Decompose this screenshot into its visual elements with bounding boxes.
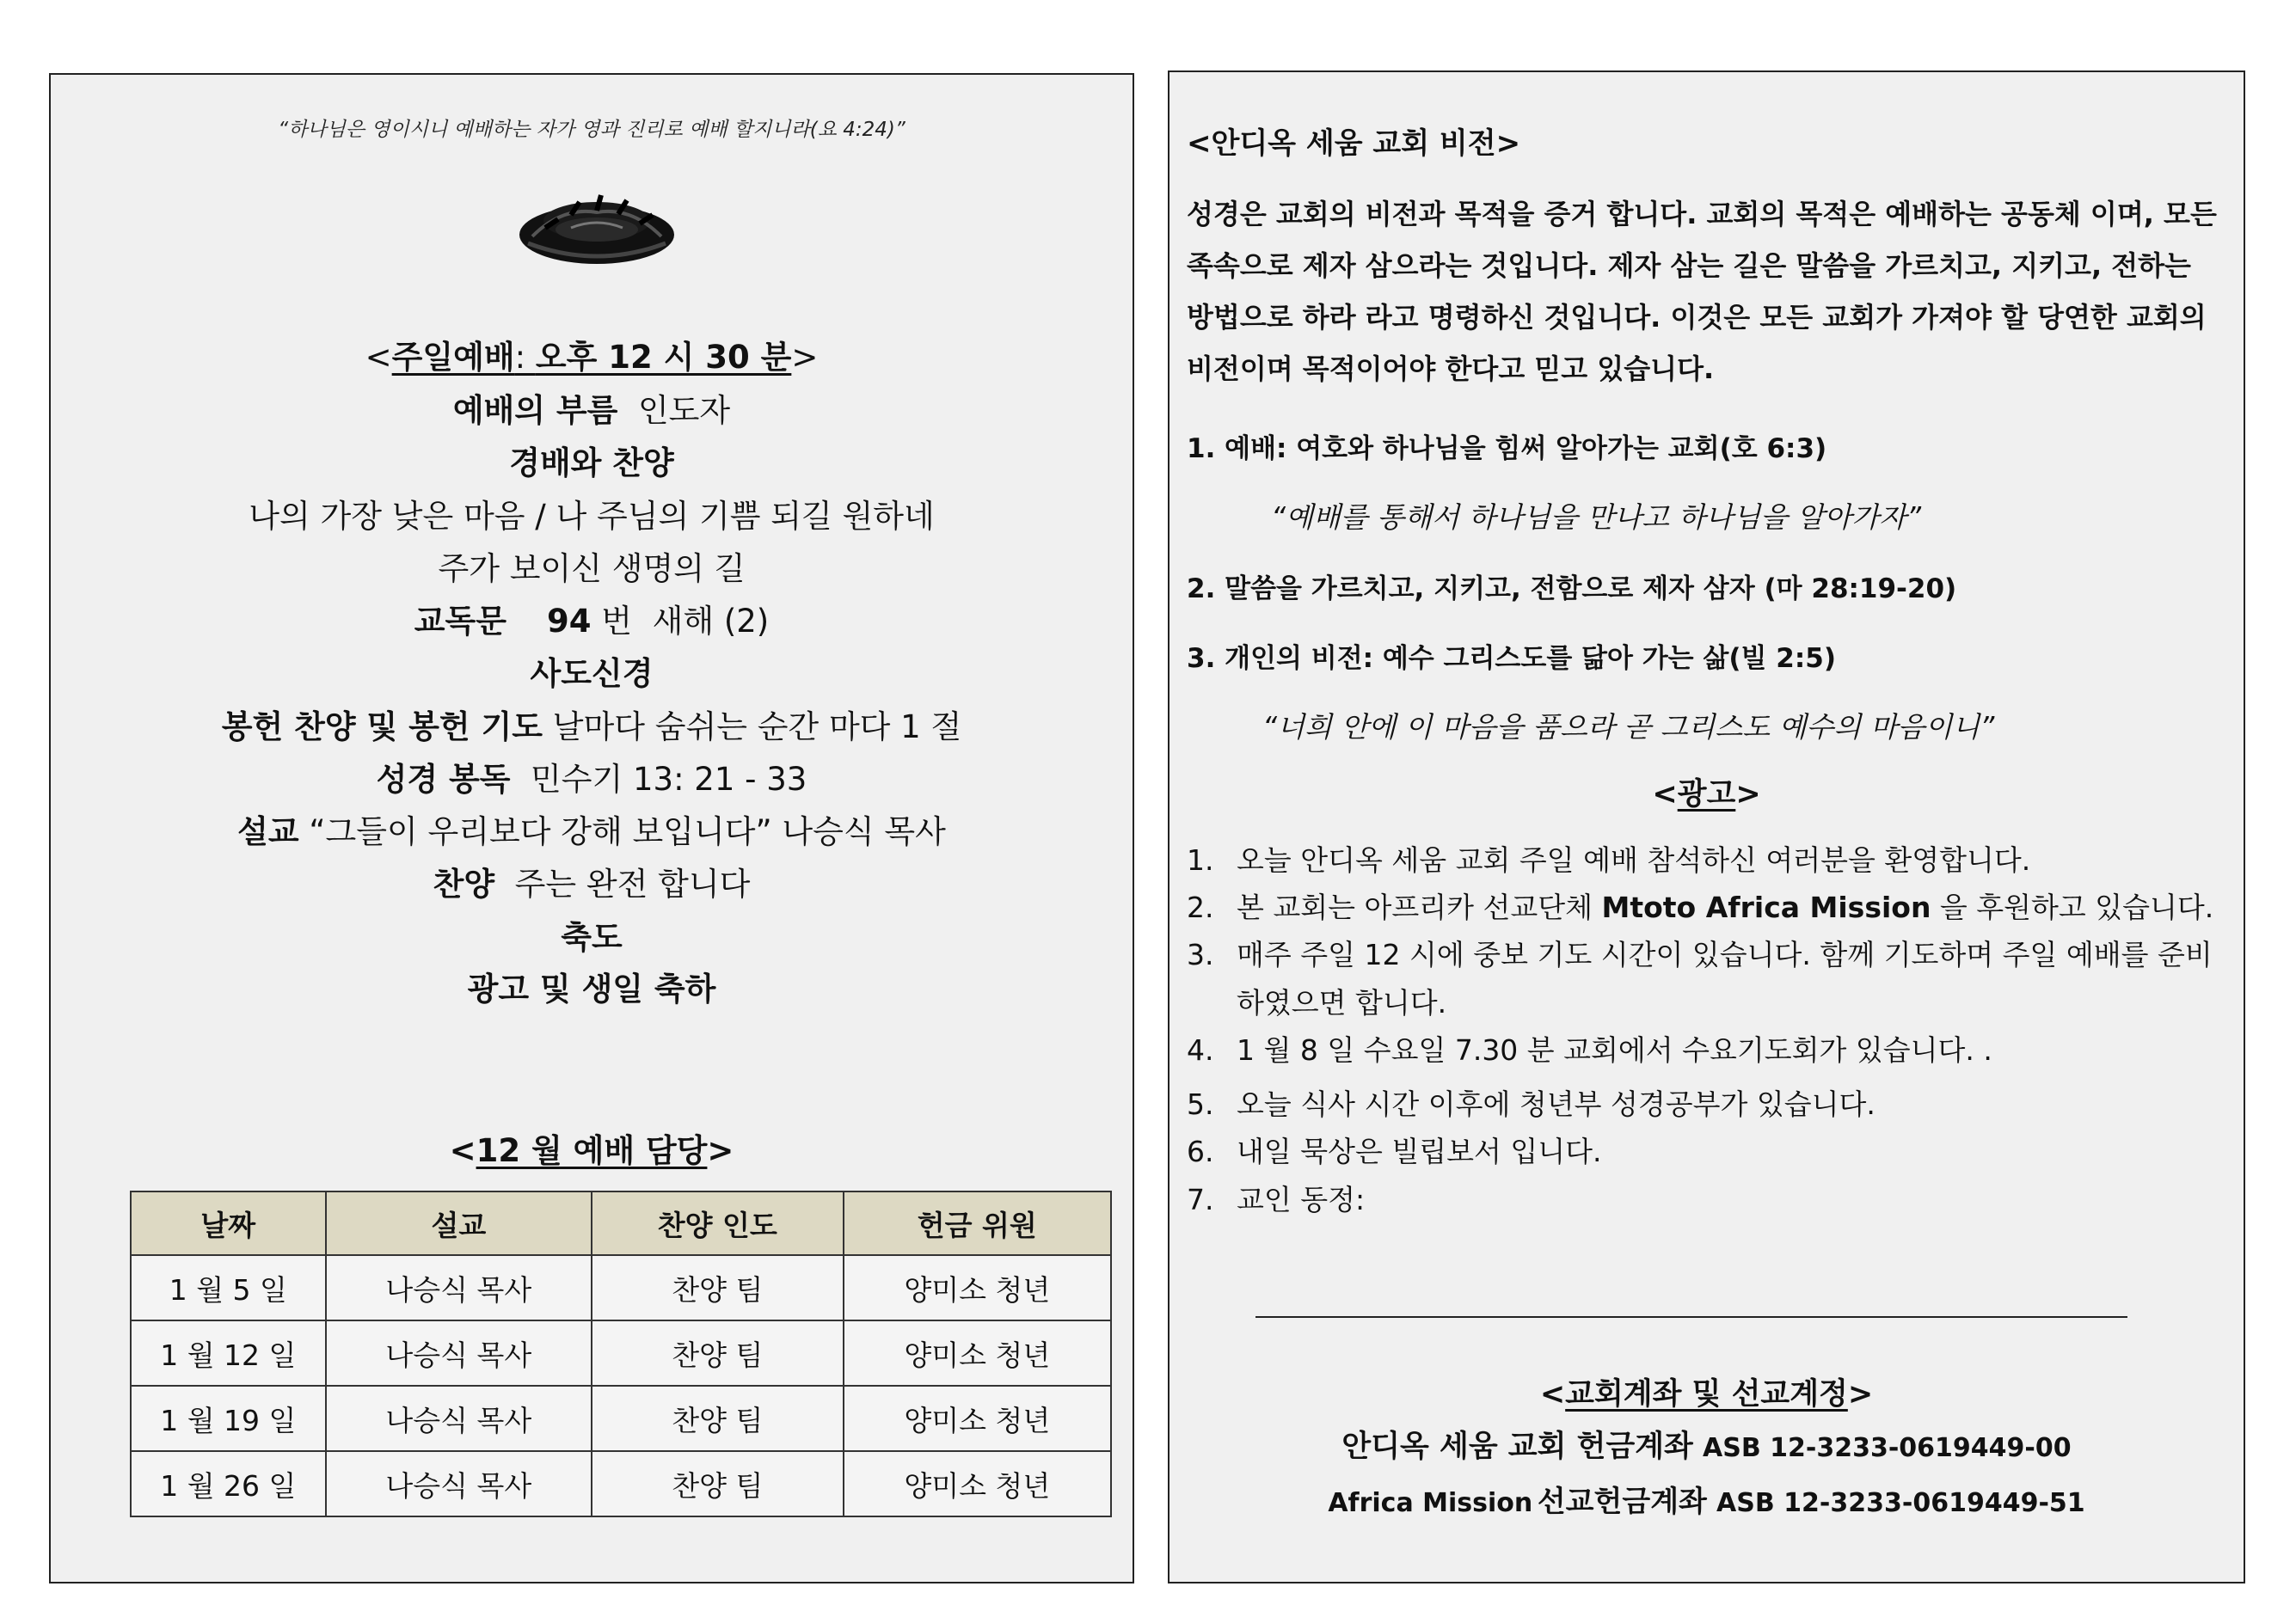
account-label: 안디옥 세움 교회 헌금계좌	[1341, 1430, 1693, 1464]
table-cell: 찬양 팀	[592, 1451, 843, 1516]
table-cell: 양미소 청년	[844, 1386, 1111, 1451]
order-value: 새해 (2)	[652, 603, 770, 640]
divider	[1255, 1316, 2127, 1318]
vision-quote-3: “너희 안에 이 마음을 품으라 곧 그리스도 예수의 마음이니”	[1262, 710, 1995, 744]
item-number: 7.	[1187, 1183, 1214, 1216]
table-cell: 1 월 26 일	[131, 1451, 326, 1516]
table-cell: 양미소 청년	[844, 1255, 1111, 1320]
benediction: 축도	[561, 919, 623, 956]
bracket: <	[365, 339, 392, 376]
table-cell: 1 월 12 일	[131, 1320, 326, 1386]
table-cell: 찬양 팀	[592, 1386, 843, 1451]
item-number: 6.	[1187, 1135, 1214, 1168]
sermon	[51, 812, 1133, 853]
item-text: 하였으면 합니다.	[1237, 986, 1447, 1020]
order-value: “그들이 우리보다 강해 보입니다” 나승식 목사	[309, 813, 946, 850]
account-label: Africa Mission	[1328, 1488, 1533, 1518]
vision-line: 방법으로 하라 라고 명령하신 것입니다. 이것은 모든 교회가 가져야 할 당연한 교회의	[1187, 301, 2207, 334]
announcements-birthdays: 광고 및 생일 축하	[467, 971, 716, 1008]
bracket: >	[1847, 1377, 1874, 1412]
church-account	[1169, 1423, 2244, 1466]
colon: :	[514, 339, 536, 376]
table-cell: 양미소 청년	[844, 1451, 1111, 1516]
mission-name: Mtoto Africa Mission	[1601, 891, 1931, 924]
item-number: 4.	[1187, 1033, 1214, 1067]
item-number: 5.	[1187, 1087, 1214, 1121]
order-label: 성경 봉독	[376, 761, 511, 798]
apostles-creed: 사도신경	[530, 655, 654, 692]
order-label: 교독문	[414, 603, 506, 640]
service-label: 주일예배	[391, 339, 515, 376]
item-text: 내일 묵상은 빌립보서 입니다.	[1237, 1135, 1602, 1168]
worship-order-panel	[49, 73, 1134, 1583]
announcement-item	[1187, 931, 2232, 1027]
order-label: 예배의 부름	[452, 392, 618, 429]
account-heading-label: 교회계좌 및 선교계정	[1565, 1377, 1848, 1412]
column-header: 헌금 위원	[844, 1191, 1111, 1255]
vision-line: 비전이며 목적이어야 한다고 믿고 있습니다.	[1187, 352, 1715, 385]
table-cell: 양미소 청년	[844, 1320, 1111, 1386]
table-row	[131, 1451, 1111, 1516]
vision-point-3: 3. 개인의 비전: 예수 그리스도를 닮아 가는 삶(빌 2:5)	[1187, 643, 1836, 674]
table-cell: 나승식 목사	[326, 1320, 592, 1386]
table-cell: 찬양 팀	[592, 1255, 843, 1320]
announcement-item	[1187, 1081, 2232, 1129]
offering	[51, 707, 1133, 748]
bracket: <	[1652, 777, 1678, 812]
item-text: 오늘 안디옥 세움 교회 주일 예배 참석하신 여러분을 환영합니다.	[1237, 843, 2031, 877]
praise-worship: 경배와 찬양	[509, 444, 674, 481]
bracket: >	[791, 339, 819, 376]
responsive-reading	[51, 601, 1133, 642]
announcement-item	[1187, 1026, 2232, 1075]
announcement-item	[1187, 836, 2232, 885]
duty-heading	[51, 1130, 1133, 1172]
bracket: >	[707, 1132, 734, 1169]
announcement-item	[1187, 1176, 2232, 1224]
order-value: 민수기 13: 21 - 33	[531, 761, 807, 798]
song-1: 나의 가장 낮은 마음 / 나 주님의 기쁨 되길 원하네	[249, 498, 935, 535]
account-number: ASB 12-3233-0619449-00	[1703, 1433, 2072, 1463]
table-cell: 나승식 목사	[326, 1451, 592, 1516]
announcements-heading	[1169, 770, 2244, 813]
vision-line: 성경은 교회의 비전과 목적을 증거 합니다. 교회의 목적은 예배하는 공동체 이며, 모든	[1187, 198, 2217, 230]
scripture-reading	[51, 759, 1133, 800]
item-number: 1.	[1187, 843, 1214, 877]
column-header: 날짜	[131, 1191, 326, 1255]
item-number: 3.	[1187, 938, 1214, 971]
table-cell: 나승식 목사	[326, 1386, 592, 1451]
table-header-row	[131, 1191, 1111, 1255]
announcement-item	[1187, 884, 2232, 932]
vision-point-2: 2. 말씀을 가르치고, 지키고, 전함으로 제자 삼자 (마 28:19-20)	[1187, 573, 1957, 604]
column-header: 찬양 인도	[592, 1191, 843, 1255]
vision-quote-1: “예배를 통해서 하나님을 만나고 하나님을 알아가자”	[1271, 500, 1922, 534]
order-label: 봉헌 찬양 및 봉헌 기도	[221, 708, 543, 745]
service-heading	[51, 337, 1133, 378]
item-text: 매주 주일 12 시에 중보 기도 시간이 있습니다. 함께 기도하며 주일 예배를 준비	[1237, 938, 2213, 971]
order-value: 날마다 숨쉬는 순간 마다 1 절	[552, 708, 962, 745]
song-2: 주가 보이신 생명의 길	[438, 550, 746, 587]
church-vision-panel	[1168, 70, 2245, 1583]
duty-heading-label: 12 월 예배 담당	[476, 1132, 708, 1169]
call-to-worship	[51, 390, 1133, 432]
table-cell: 1 월 5 일	[131, 1255, 326, 1320]
vision-point-1: 1. 예배: 여호와 하나님을 힘써 알아가는 교회(호 6:3)	[1187, 433, 1827, 464]
item-text	[1237, 891, 2213, 924]
table-cell: 찬양 팀	[592, 1320, 843, 1386]
announcement-item	[1187, 1128, 2232, 1176]
order-value: 인도자	[637, 392, 731, 429]
account-label: 선교헌금계좌	[1537, 1485, 1707, 1519]
bracket: <	[1539, 1377, 1566, 1412]
item-text-part: 을 후원하고 있습니다.	[1931, 891, 2214, 924]
account-heading	[1169, 1370, 2244, 1413]
table-row	[131, 1386, 1111, 1451]
scripture-verse: “하나님은 영이시니 예배하는 자가 영과 진리로 예배 할지니라(요 4:24)”	[278, 119, 906, 141]
order-value: 주는 완전 합니다	[514, 866, 751, 903]
announcements-heading-label: 광고	[1677, 777, 1736, 812]
table-cell: 1 월 19 일	[131, 1386, 326, 1451]
mission-account	[1169, 1478, 2244, 1520]
item-text: 오늘 식사 시간 이후에 청년부 성경공부가 있습니다.	[1237, 1087, 1875, 1121]
table-row	[131, 1320, 1111, 1386]
order-label: 설교	[237, 813, 299, 850]
table-row	[131, 1255, 1111, 1320]
hymn	[51, 864, 1133, 905]
column-header: 설교	[326, 1191, 592, 1255]
crown-of-thorns-icon	[511, 176, 683, 271]
account-number: ASB 12-3233-0619449-51	[1716, 1488, 2085, 1518]
item-text: 1 월 8 일 수요일 7.30 분 교회에서 수요기도회가 있습니다. .	[1237, 1033, 1992, 1067]
vision-line: 족속으로 제자 삼으라는 것입니다. 제자 삼는 길은 말씀을 가르치고, 지키고, 전하는	[1187, 249, 2191, 282]
bracket: >	[1735, 777, 1761, 812]
reading-number: 94	[547, 603, 592, 640]
reading-unit: 번	[601, 603, 633, 640]
duty-table	[130, 1191, 1112, 1517]
vision-title: <안디옥 세움 교회 비전>	[1187, 126, 1521, 161]
item-number: 2.	[1187, 891, 1214, 924]
order-label: 찬양	[433, 866, 495, 903]
item-text-part: 본 교회는 아프리카 선교단체	[1237, 891, 1602, 924]
bracket: <	[449, 1132, 476, 1169]
item-text: 교인 동정:	[1237, 1183, 1366, 1216]
service-time: 오후 12 시 30 분	[535, 339, 792, 376]
vision-paragraph	[1187, 188, 2227, 395]
table-cell: 나승식 목사	[326, 1255, 592, 1320]
